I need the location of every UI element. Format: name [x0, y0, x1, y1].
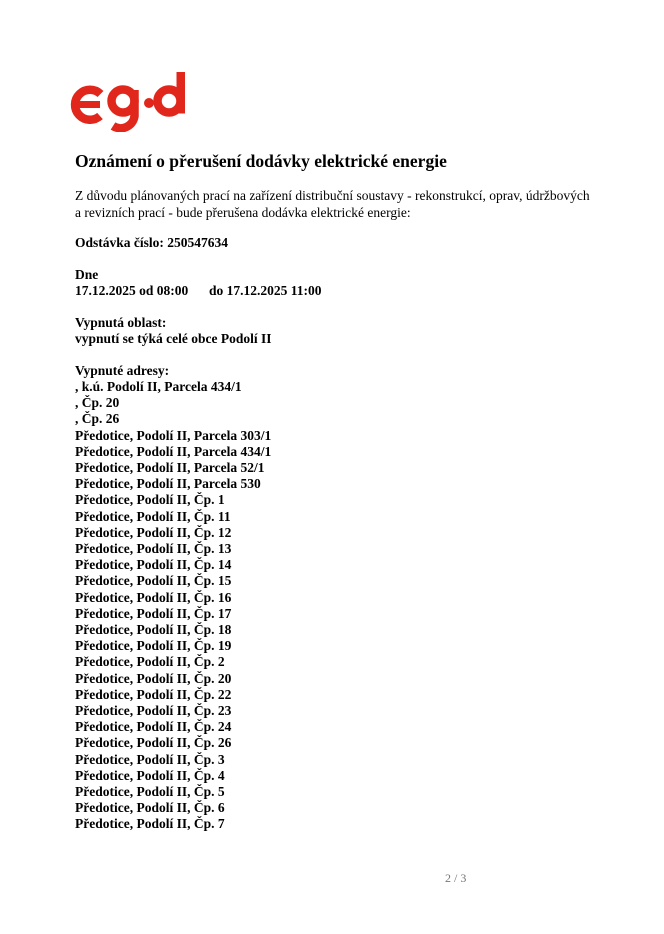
- addresses-label: Vypnuté adresy:: [75, 363, 170, 378]
- outage-number: Odstávka číslo: 250547634: [75, 235, 229, 250]
- address-list: [75, 379, 595, 833]
- address-item: Předotice, Podolí II, Čp. 22: [75, 686, 232, 702]
- address-item: Předotice, Podolí II, Čp. 23: [75, 703, 232, 719]
- date-label: Dne: [75, 267, 99, 282]
- address-item: Předotice, Podolí II, Čp. 4: [75, 767, 225, 783]
- address-item: Předotice, Podolí II, Parcela 434/1: [75, 443, 272, 459]
- address-item: Předotice, Podolí II, Parcela 303/1: [75, 427, 272, 443]
- address-item: Předotice, Podolí II, Čp. 16: [75, 589, 232, 605]
- page-number: 2 / 3: [445, 871, 467, 885]
- address-item: Předotice, Podolí II, Čp. 6: [75, 800, 225, 816]
- date-range: [75, 283, 595, 299]
- address-item: , Čp. 26: [75, 411, 120, 427]
- area-value: vypnutí se týká celé obce Podolí II: [75, 331, 272, 346]
- address-item: Předotice, Podolí II, Parcela 530: [75, 476, 261, 492]
- address-item: Předotice, Podolí II, Čp. 1: [75, 492, 225, 508]
- notice-intro: Z důvodu plánovaných prací na zařízení distribuční soustavy - rekonstrukcí, oprav, údržbových a revizních prací - bude přerušena dodávka elektrické energie:: [75, 188, 590, 220]
- address-item: , k.ú. Podolí II, Parcela 434/1: [75, 379, 242, 394]
- date-to-prefix: do: [209, 283, 224, 298]
- address-item: Předotice, Podolí II, Čp. 19: [75, 638, 232, 654]
- address-item: Předotice, Podolí II, Čp. 14: [75, 557, 232, 573]
- date-from: 17.12.2025 od 08:00: [75, 283, 189, 298]
- address-item: Předotice, Podolí II, Čp. 2: [75, 654, 225, 670]
- notice-content: [75, 148, 595, 833]
- address-item: Předotice, Podolí II, Čp. 13: [75, 541, 232, 557]
- address-item: Předotice, Podolí II, Čp. 18: [75, 622, 232, 638]
- address-item: Předotice, Podolí II, Čp. 17: [75, 605, 232, 621]
- area-label: Vypnutá oblast:: [75, 315, 167, 330]
- egd-logo-icon: [66, 70, 190, 132]
- address-item: Předotice, Podolí II, Čp. 12: [75, 524, 232, 540]
- address-item: Předotice, Podolí II, Čp. 7: [75, 816, 225, 832]
- date-block: [75, 267, 595, 299]
- address-item: Předotice, Podolí II, Čp. 15: [75, 573, 232, 589]
- notice-title: Oznámení o přerušení dodávky elektrické energie: [75, 151, 447, 171]
- area-block: [75, 315, 595, 347]
- date-to: 17.12.2025 11:00: [226, 283, 322, 298]
- address-item: Předotice, Podolí II, Čp. 20: [75, 670, 232, 686]
- address-item: Předotice, Podolí II, Čp. 26: [75, 735, 232, 751]
- address-item: Předotice, Podolí II, Čp. 24: [75, 719, 232, 735]
- egd-logo: [66, 70, 190, 132]
- address-item: Předotice, Podolí II, Čp. 3: [75, 751, 225, 767]
- address-item: Předotice, Podolí II, Čp. 5: [75, 784, 225, 800]
- addresses-block: [75, 363, 595, 833]
- address-item: , Čp. 20: [75, 395, 120, 411]
- address-item: Předotice, Podolí II, Čp. 11: [75, 508, 231, 524]
- address-item: Předotice, Podolí II, Parcela 52/1: [75, 460, 265, 476]
